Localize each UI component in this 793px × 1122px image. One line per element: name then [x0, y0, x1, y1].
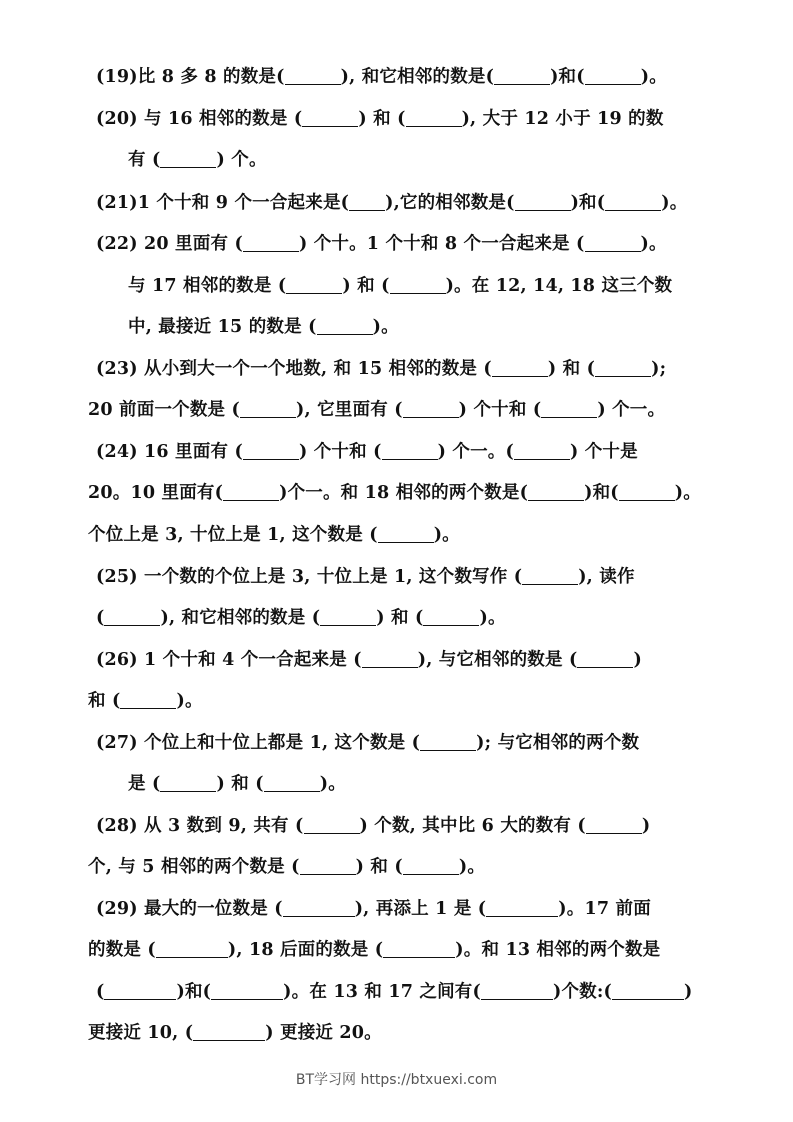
- question-line: [96, 65, 667, 89]
- answer-blank[interactable]: [605, 192, 661, 211]
- answer-blank[interactable]: [595, 358, 651, 377]
- question-text: (29) 最大的一位数是 (: [96, 899, 283, 919]
- answer-blank[interactable]: [486, 898, 558, 917]
- answer-blank[interactable]: [577, 649, 633, 668]
- question-text: ), 读作: [578, 567, 635, 587]
- answer-blank[interactable]: [243, 441, 299, 460]
- question-text: ) 和 (: [547, 359, 596, 379]
- question-text: )。: [433, 525, 460, 545]
- question-text: )。: [372, 317, 399, 337]
- question-text: 更接近 10, (: [88, 1023, 194, 1043]
- question-text: ) 和 (: [358, 109, 406, 129]
- question-text: )。17 前面: [558, 899, 651, 919]
- question-text: ): [641, 816, 651, 836]
- question-line: [128, 148, 267, 172]
- question-text: ) 和 (: [355, 857, 403, 877]
- question-text: ) 个一。: [597, 400, 666, 420]
- answer-blank[interactable]: [515, 192, 571, 211]
- question-text: )和(: [176, 982, 212, 1002]
- answer-blank[interactable]: [514, 441, 570, 460]
- question-text: )。: [479, 608, 506, 628]
- question-text: (19)比 8 多 8 的数是(: [96, 67, 285, 87]
- question-line: [96, 440, 638, 464]
- question-text: (27) 个位上和十位上都是 1, 这个数是 (: [96, 733, 421, 753]
- answer-blank[interactable]: [522, 566, 578, 585]
- answer-blank[interactable]: [304, 815, 360, 834]
- question-text: ) 个。: [216, 150, 267, 170]
- answer-blank[interactable]: [320, 607, 376, 626]
- question-text: (24) 16 里面有 (: [96, 442, 243, 462]
- question-text: (25) 一个数的个位上是 3, 十位上是 1, 这个数写作 (: [96, 567, 523, 587]
- answer-blank[interactable]: [264, 773, 320, 792]
- answer-blank[interactable]: [317, 316, 373, 335]
- question-text: );: [651, 359, 667, 379]
- question-text: ) 个十和 (: [298, 442, 382, 462]
- question-line: [96, 191, 687, 215]
- question-text: )和(: [570, 193, 606, 213]
- answer-blank[interactable]: [300, 856, 356, 875]
- question-text: (: [96, 982, 105, 1002]
- answer-blank[interactable]: [240, 399, 296, 418]
- answer-blank[interactable]: [160, 149, 216, 168]
- question-line: [96, 565, 635, 589]
- answer-blank[interactable]: [283, 898, 355, 917]
- question-line: [128, 315, 399, 339]
- question-text: (: [96, 608, 105, 628]
- question-line: [88, 938, 660, 962]
- question-text: (22) 20 里面有 (: [96, 234, 243, 254]
- question-text: )。: [674, 483, 701, 503]
- question-text: ) 个十。1 个十和 8 个一合起来是 (: [298, 234, 585, 254]
- answer-blank[interactable]: [223, 482, 279, 501]
- answer-blank[interactable]: [285, 66, 341, 85]
- question-line: [128, 274, 672, 298]
- question-text: )。在 12, 14, 18 这三个数: [445, 276, 673, 296]
- question-line: [88, 481, 701, 505]
- answer-blank[interactable]: [403, 399, 459, 418]
- question-text: ), 和它相邻的数是(: [340, 67, 495, 87]
- question-text: )个数:(: [553, 982, 613, 1002]
- question-text: )和(: [584, 483, 619, 503]
- question-line: [96, 814, 650, 838]
- question-text: (20) 与 16 相邻的数是 (: [96, 109, 303, 129]
- answer-blank[interactable]: [104, 981, 176, 1000]
- answer-blank[interactable]: [104, 607, 160, 626]
- answer-blank[interactable]: [585, 233, 641, 252]
- question-text: ), 再添上 1 是 (: [354, 899, 487, 919]
- question-text: )个一。和 18 相邻的两个数是(: [279, 483, 529, 503]
- question-text: 20。10 里面有(: [88, 483, 224, 503]
- question-text: )。: [319, 774, 346, 794]
- question-text: 中, 最接近 15 的数是 (: [128, 317, 317, 337]
- question-text: (21)1 个十和 9 个一合起来是(: [96, 193, 350, 213]
- question-text: ): [633, 650, 642, 670]
- answer-blank[interactable]: [383, 939, 455, 958]
- answer-blank[interactable]: [406, 108, 462, 127]
- answer-blank[interactable]: [302, 108, 358, 127]
- question-text: 和 (: [88, 691, 121, 711]
- question-line: [88, 689, 203, 713]
- answer-blank[interactable]: [494, 66, 550, 85]
- question-text: ) 更接近 20。: [265, 1023, 382, 1043]
- answer-blank[interactable]: [586, 815, 642, 834]
- question-text: ) 个一。(: [437, 442, 514, 462]
- question-text: 与 17 相邻的数是 (: [128, 276, 287, 296]
- question-text: 个, 与 5 相邻的两个数是 (: [88, 857, 300, 877]
- answer-blank[interactable]: [403, 856, 459, 875]
- question-text: ): [684, 982, 693, 1002]
- question-text: ) 个十是: [569, 442, 638, 462]
- question-text: 的数是 (: [88, 940, 156, 960]
- question-text: )。: [661, 193, 688, 213]
- question-line: [96, 731, 639, 755]
- footer-watermark: BT学习网 https://btxuexi.com: [295, 1072, 498, 1088]
- question-line: [96, 357, 666, 381]
- question-line: [88, 1021, 382, 1045]
- answer-blank[interactable]: [528, 482, 584, 501]
- question-line: [88, 523, 460, 547]
- answer-blank[interactable]: [585, 66, 641, 85]
- question-text: ) 和 (: [216, 774, 264, 794]
- answer-blank[interactable]: [420, 732, 476, 751]
- answer-blank[interactable]: [541, 399, 597, 418]
- answer-blank[interactable]: [492, 358, 548, 377]
- question-text: ), 它里面有 (: [296, 400, 403, 420]
- answer-blank[interactable]: [362, 649, 418, 668]
- question-text: )。和 13 相邻的两个数是: [455, 940, 661, 960]
- question-line: [96, 897, 651, 921]
- answer-blank[interactable]: [382, 441, 438, 460]
- answer-blank[interactable]: [160, 773, 216, 792]
- question-text: )。: [458, 857, 486, 877]
- question-text: )。: [640, 67, 667, 87]
- question-line: [88, 398, 665, 422]
- answer-blank[interactable]: [156, 939, 228, 958]
- question-text: (23) 从小到大一个一个地数, 和 15 相邻的数是 (: [96, 359, 492, 379]
- question-line: [96, 232, 667, 256]
- answer-blank[interactable]: [390, 275, 446, 294]
- answer-blank[interactable]: [243, 233, 299, 252]
- question-text: 20 前面一个数是 (: [88, 400, 241, 420]
- answer-blank[interactable]: [211, 981, 283, 1000]
- question-text: )和(: [550, 67, 585, 87]
- question-text: ) 和 (: [342, 276, 390, 296]
- answer-blank[interactable]: [120, 690, 176, 709]
- question-text: ) 个数, 其中比 6 大的数有 (: [359, 816, 586, 836]
- answer-blank[interactable]: [612, 981, 684, 1000]
- question-text: ),它的相邻数是(: [385, 193, 515, 213]
- question-text: ) 和 (: [376, 608, 424, 628]
- question-line: [96, 107, 664, 131]
- answer-blank[interactable]: [286, 275, 342, 294]
- question-text: (28) 从 3 数到 9, 共有 (: [96, 816, 304, 836]
- question-text: )。: [640, 234, 667, 254]
- question-text: ); 与它相邻的两个数: [476, 733, 640, 753]
- question-text: (26) 1 个十和 4 个一合起来是 (: [96, 650, 362, 670]
- question-text: ) 个十和 (: [458, 400, 542, 420]
- question-text: ), 与它相邻的数是 (: [417, 650, 578, 670]
- question-text: 有 (: [128, 150, 161, 170]
- answer-blank[interactable]: [423, 607, 479, 626]
- question-text: ), 大于 12 小于 19 的数: [461, 109, 664, 129]
- answer-blank[interactable]: [378, 524, 434, 543]
- question-line: [96, 648, 642, 672]
- answer-blank[interactable]: [349, 192, 385, 211]
- answer-blank[interactable]: [619, 482, 675, 501]
- answer-blank[interactable]: [481, 981, 553, 1000]
- question-text: )。在 13 和 17 之间有(: [283, 982, 481, 1002]
- question-text: ), 18 后面的数是 (: [227, 940, 384, 960]
- question-text: )。: [176, 691, 203, 711]
- question-line: [96, 606, 506, 630]
- question-line: [88, 855, 485, 879]
- question-text: ), 和它相邻的数是 (: [160, 608, 321, 628]
- question-text: 是 (: [128, 774, 161, 794]
- answer-blank[interactable]: [193, 1022, 265, 1041]
- question-line: [128, 772, 346, 796]
- question-text: 个位上是 3, 十位上是 1, 这个数是 (: [88, 525, 378, 545]
- question-line: [96, 980, 693, 1004]
